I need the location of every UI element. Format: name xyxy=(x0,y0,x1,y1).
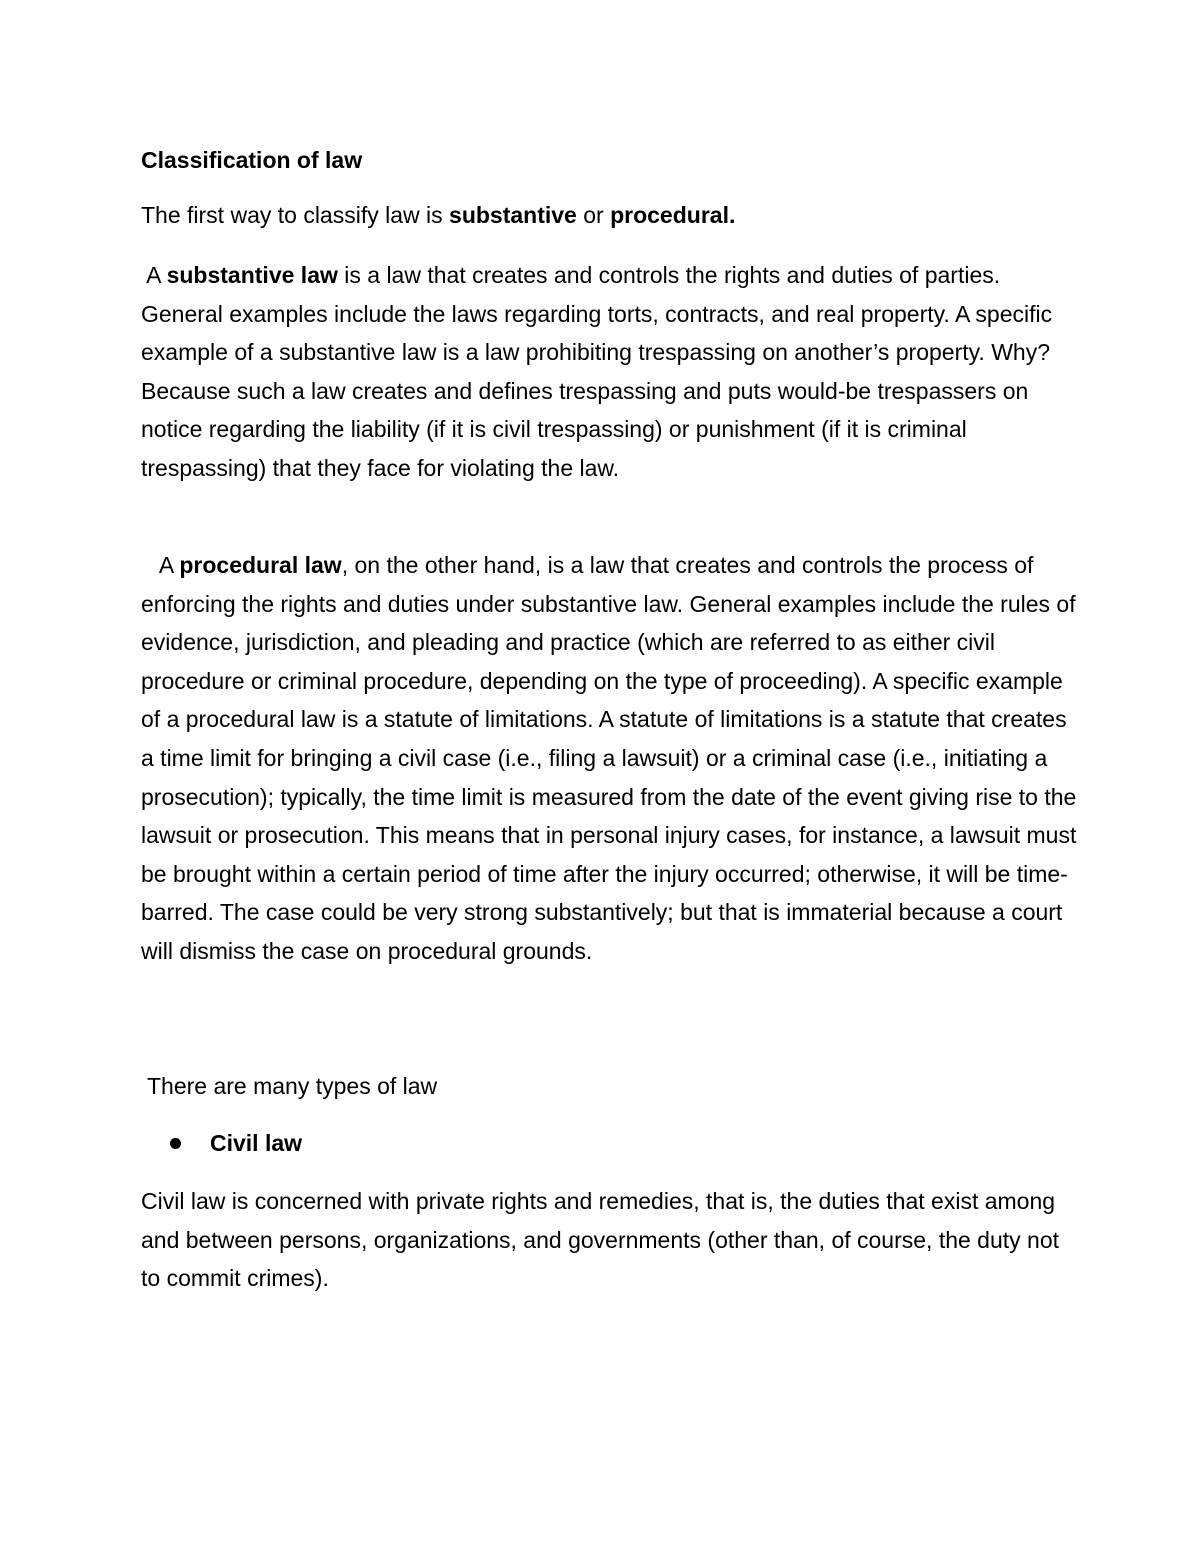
intro-prefix: The first way to classify law is xyxy=(141,202,450,228)
substantive-term: substantive law xyxy=(166,262,338,288)
bullet-item-civil-law xyxy=(170,1124,302,1163)
procedural-term: procedural law xyxy=(179,552,342,578)
intro-middle: or xyxy=(576,202,611,228)
intro-bold-procedural: procedural. xyxy=(610,202,736,228)
substantive-lead: A xyxy=(141,262,167,288)
bullet-dot-icon xyxy=(170,1138,181,1149)
intro-paragraph xyxy=(141,196,1081,235)
procedural-law-paragraph xyxy=(141,546,1081,971)
procedural-lead: A xyxy=(158,552,180,578)
types-intro-text: There are many types of law xyxy=(146,1073,438,1099)
bullet-label: Civil law xyxy=(210,1130,303,1156)
document-title: Classification of law xyxy=(141,147,363,173)
types-intro-line xyxy=(141,1067,1081,1106)
substantive-body: is a law that creates and controls the rights and duties of parties. General examples include the laws regarding torts, contracts, and real property. A specific example of a substantive law is a law prohibiting trespassing on another’s property. Why? Because such a law creates and defines trespassing and puts would-be trespassers on notice regarding the liability (if it is civil trespassing) or punishment (if it is criminal trespassing) that they face for violating the law. xyxy=(141,262,1053,481)
intro-bold-substantive: substantive xyxy=(449,202,577,228)
civil-law-paragraph: Civil law is concerned with private rights and remedies, that is, the duties that exist among and between persons, organizations, and governments (other than, of course, the duty not to commit crimes). xyxy=(141,1188,1060,1292)
substantive-law-paragraph xyxy=(141,256,1081,488)
procedural-body: , on the other hand, is a law that creates and controls the process of enforcing the rights and duties under substantive law. General examples include the rules of evidence, jurisdiction, and pleading and practice (which are referred to as either civil procedure or criminal procedure, depending on the type of proceeding). A specific example of a procedural law is a statute of limitations. A statute of limitations is a statute that creates a time limit for bringing a civil case (i.e., filing a lawsuit) or a criminal case (i.e., initiating a prosecution); typically, the time limit is measured from the date of the event giving rise to the lawsuit or prosecution. This means that in personal injury cases, for instance, a lawsuit must be brought within a certain period of time after the injury occurred; otherwise, it will be time-barred. The case could be very strong substantively; but that is immaterial because a court will dismiss the case on procedural grounds. xyxy=(141,552,1077,964)
